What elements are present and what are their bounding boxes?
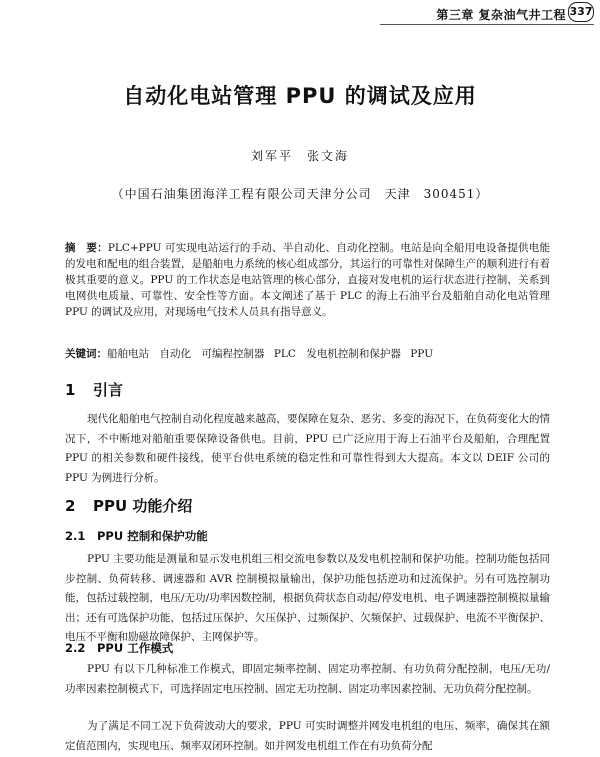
header-rule: [380, 24, 594, 25]
paragraph: PPU 有以下几种标准工作模式，即固定频率控制、固定功率控制、有功负荷分配控制，电压/无功/功率因素控制模式下，可选择固定电压控制、固定无功控制、固定功率因素控制、无功负荷分配控制。: [65, 663, 550, 695]
paper-title: 自动化电站管理 PPU 的调试及应用: [123, 84, 477, 108]
abstract: [65, 240, 550, 320]
keywords-label: 关键词：: [65, 348, 107, 360]
subsection-heading-2-1: [65, 528, 208, 544]
paragraph: 为了满足不同工况下负荷波动大的要求，PPU 可实时调整并网发电机组的电压、频率，确保其在额定值范围内，实现电压、频率双闭环控制。如并网发电机组工作在有功负荷分配: [65, 720, 550, 752]
section-heading-2: [65, 495, 192, 516]
paragraph: 现代化船舶电气控制自动化程度越来越高，要保障在复杂、恶劣、多变的海况下，在负荷变化大的情况下，不中断地对船舶重要保障设备供电。目前，PPU 已广泛应用于海上石油平台及船舶，合理配置 PPU 的相关参数和硬件接线，使平台供电系统的稳定性和可靠性得到大大提高。本文以 DEIF 公司的 PPU 为例进行分析。: [65, 413, 550, 484]
section-number: 2: [65, 497, 76, 515]
abstract-label: 摘 要：: [65, 242, 108, 254]
running-head: 第三章 复杂油气井工程: [436, 8, 566, 22]
keywords: [65, 346, 550, 362]
subsection-heading-2-2: [65, 640, 173, 656]
section-number: 1: [65, 381, 76, 399]
keywords-text: 船舶电站 自动化 可编程控制器 PLC 发电机控制和保护器 PPU: [107, 348, 434, 360]
authors: 刘军平 张文海: [250, 149, 349, 163]
subsection-number: 2.1: [65, 529, 86, 543]
page-number: 337: [568, 2, 594, 22]
subsection-title: PPU 工作模式: [97, 641, 174, 655]
section-title: PPU 功能介绍: [93, 497, 193, 515]
subsection-title: PPU 控制和保护功能: [97, 529, 208, 543]
paragraph: PPU 主要功能是测量和显示发电机组三相交流电参数以及发电机控制和保护功能。控制功能包括同步控制、负荷转移、调速器和 AVR 控制模拟量输出，保护功能包括逆功和过流保护。另有可选控制功能，包括过载控制，电压/无功/功率因数控制，根据负荷状态自动起/停发电机、电子调速器控制模拟量输出；还有可选保护功能，包括过压保护、欠压保护、过频保护、欠频保护、过载保护、电流不平衡保护、电压不平衡和励磁故障保护、主网保护等。: [65, 553, 550, 643]
affiliation: （中国石油集团海洋工程有限公司天津分公司 天津 300451）: [111, 187, 489, 201]
section-title: 引言: [93, 381, 124, 399]
section-heading-1: [65, 379, 123, 400]
subsection-number: 2.2: [65, 641, 86, 655]
abstract-text: PLC+PPU 可实现电站运行的手动、半自动化、自动化控制。电站是向全船用电设备提供电能的发电和配电的组合装置，是船舶电力系统的核心组成部分，其运行的可靠性对保障生产的顺利进行有着极其重要的意义。PPU 的工作状态是电站管理的核心部分，直接对发电机的运行状态进行控制，关系到电网供电质量、可靠性、安全性等方面。本文阐述了基于 PLC 的海上石油平台及船舶自动化电站管理 PPU 的调试及应用，对现场电气技术人员具有指导意义。: [65, 242, 551, 318]
